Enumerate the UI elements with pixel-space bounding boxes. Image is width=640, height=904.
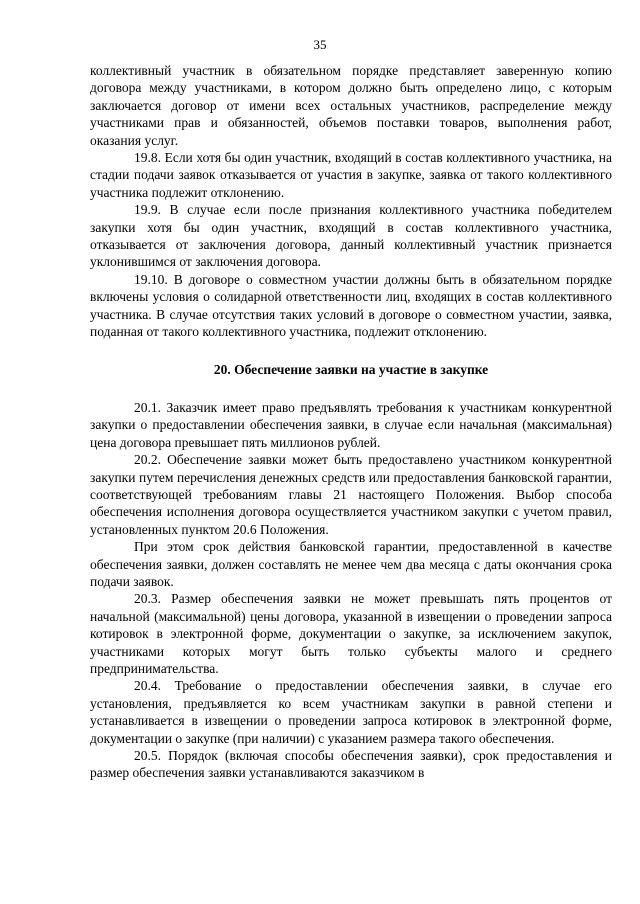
paragraph: При этом срок действия банковской гарантии, предоставленной в качестве обеспечения заявки, должен составлять не менее чем два месяца с даты окончания срока подачи заявок.: [90, 539, 612, 589]
paragraph: 20.2. Обеспечение заявки может быть предоставлено участником конкурентной закупки путем перечисления денежных средств или предоставления банковской гарантии, соответствующей требованиям главы 21 настоящего Положения. Выбор способа обеспечения исполнения договора осуществляется участником закупки с учетом правил, установленных пунктом 20.6 Положения.: [90, 452, 612, 537]
paragraph: 20.3. Размер обеспечения заявки не может превышать пять процентов от начальной (максимальной) цены договора, указанной в извещении о проведении запроса котировок в электронной форме, документации о закупке, за исключением закупок, участниками которых могут быть только субъекты малого и среднего предпринимательства.: [90, 591, 612, 676]
paragraph: 19.9. В случае если после признания коллективного участника победителем закупки хотя бы один участник, входящий в состав коллективного участника, отказывается от заключения договора, данный коллективный участник признается уклонившимся от заключения договора.: [90, 202, 612, 270]
paragraph: 20.1. Заказчик имеет право предъявлять требования к участникам конкурентной закупки о предоставлении обеспечения заявки, в случае если начальная (максимальная) цена договора превышает пять миллионов рублей.: [90, 399, 612, 450]
document-body: [90, 62, 612, 782]
paragraph: коллективный участник в обязательном порядке представляет заверенную копию договора между участниками, в котором должно быть определено лицо, с которым заключается договор от имени всех остальных участников, распределение между участниками прав и обязанностей, объемов поставки товаров, выполнения работ, оказания услуг.: [90, 63, 612, 148]
paragraph: 19.10. В договоре о совместном участии должны быть в обязательном порядке включены условия о солидарной ответственности лиц, входящих в состав коллективного участника. В случае отсутствия таких условий в договоре о совместном участии, заявка, поданная от такого коллективного участника, подлежит отклонению.: [90, 271, 612, 340]
page-number: 35: [313, 37, 327, 52]
section-heading: 20. Обеспечение заявки на участие в закупке: [213, 361, 489, 377]
paragraph: 20.5. Порядок (включая способы обеспечения заявки), срок предоставления и размер обеспечения заявки устанавливаются заказчиком в: [90, 748, 612, 781]
paragraph: 19.8. Если хотя бы один участник, входящий в состав коллективного участника, на стадии подачи заявок отказывается от участия в закупке, заявка от такого коллективного участника подлежит отклонению.: [90, 150, 612, 200]
paragraph: 20.4. Требование о предоставлении обеспечения заявки, в случае его установления, предъявляется ко всем участникам закупки в равной степени и устанавливается в извещении о проведении запроса котировок в электронной форме, документации о закупке (при наличии) с указанием размера такого обеспечения.: [90, 678, 612, 746]
